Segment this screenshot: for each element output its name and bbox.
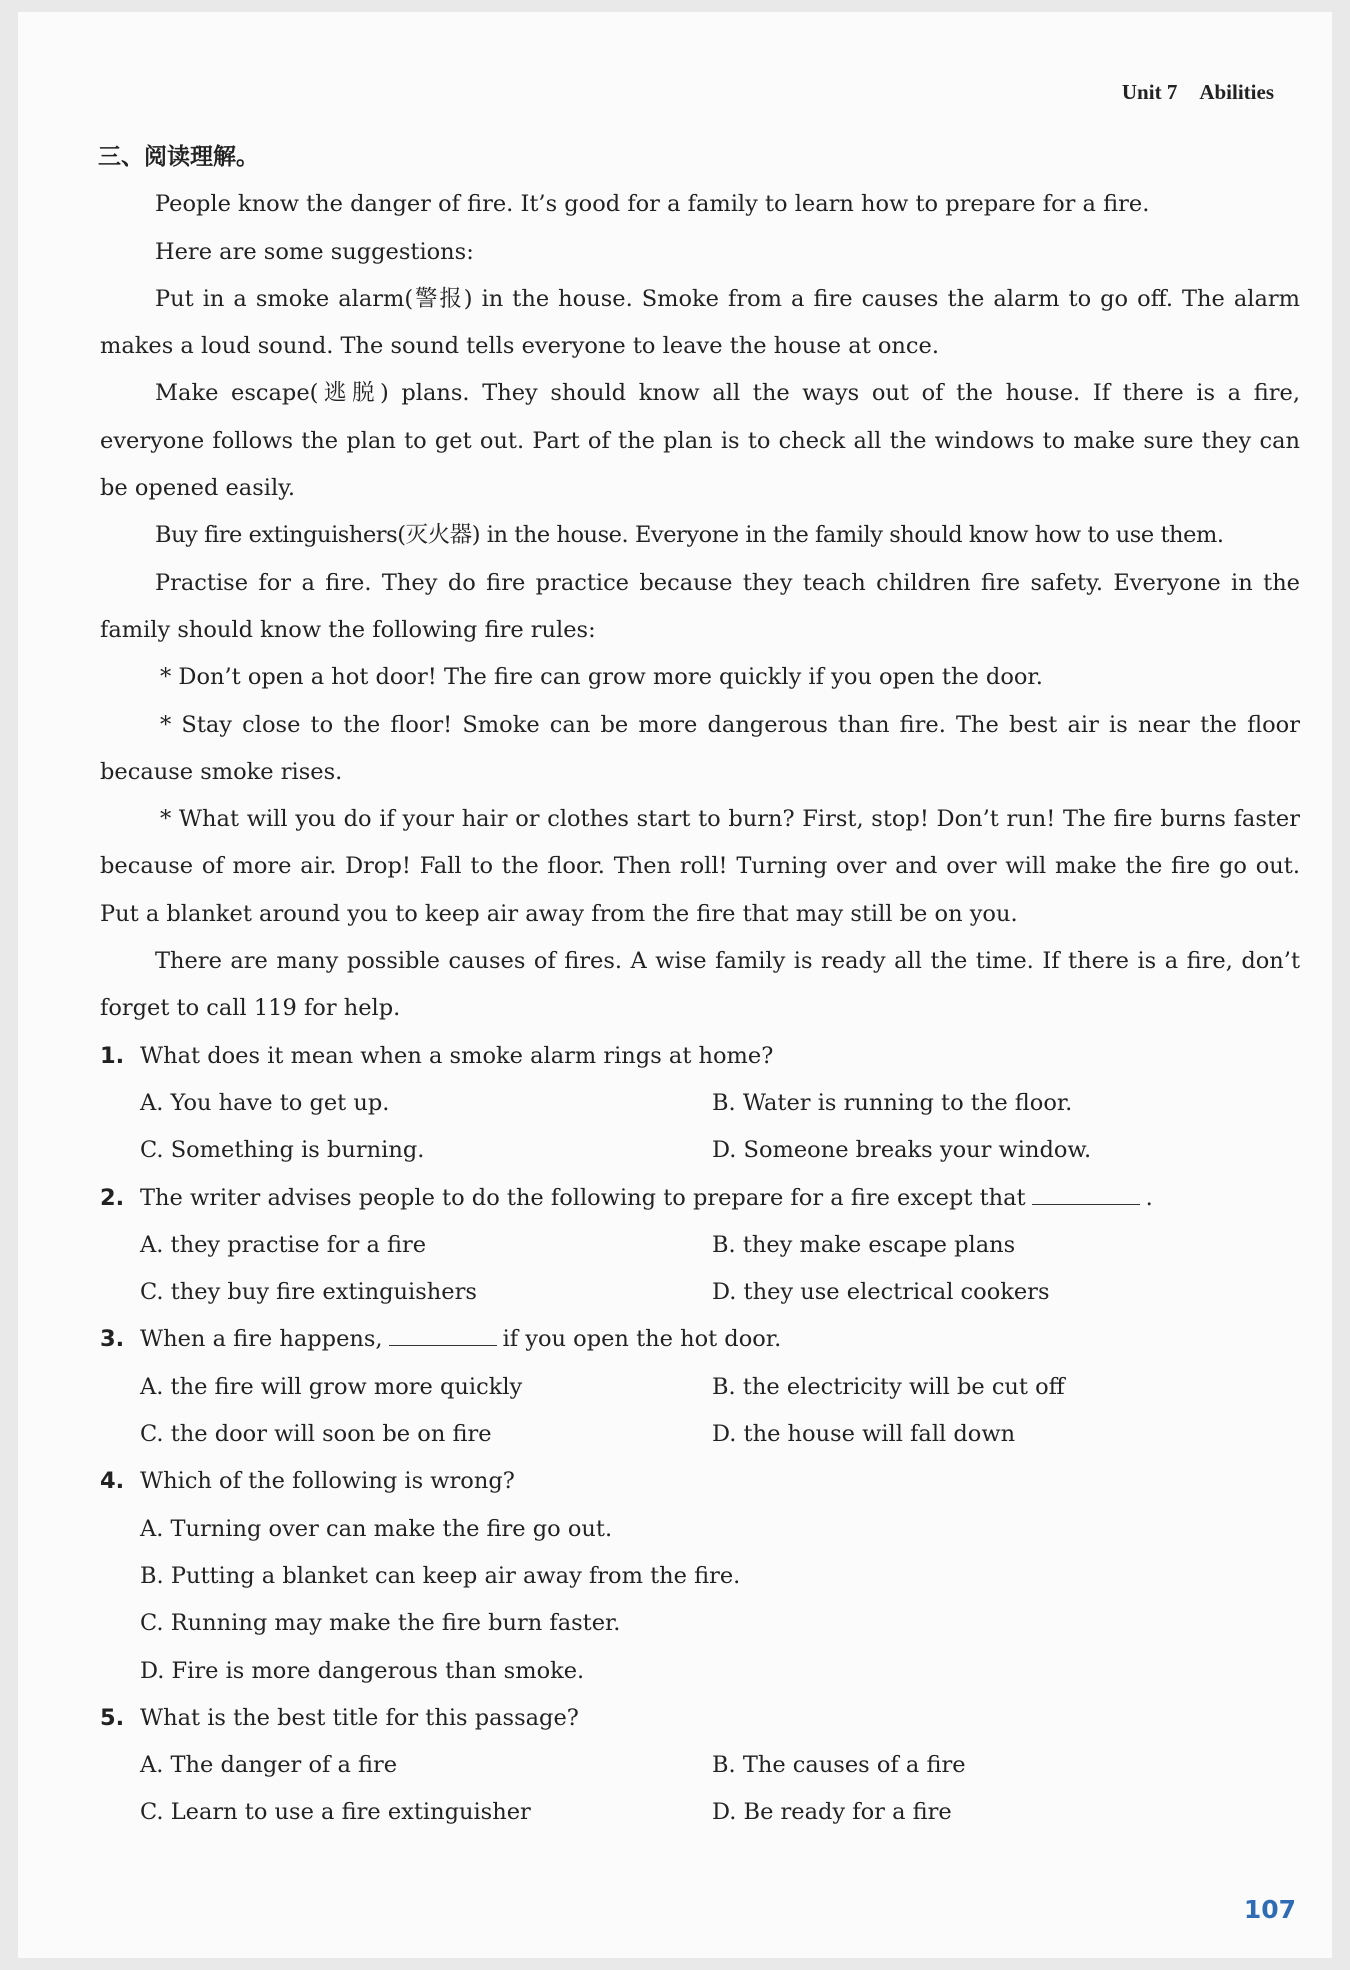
- answer-options: [100, 1506, 1300, 1695]
- option-c[interactable]: C. the door will soon be on fire: [140, 1421, 492, 1448]
- option-d[interactable]: D. they use electrical cookers: [712, 1279, 1050, 1306]
- question-number: 4.: [100, 1468, 125, 1495]
- passage-paragraph: Put in a smoke alarm(警报) in the house. Smoke from a fire causes the alarm to go off. The alarm makes a loud sound. The sound tells everyone to leave the house at once.: [100, 285, 1300, 360]
- question-stem: [100, 1695, 1300, 1742]
- option-d[interactable]: D. Someone breaks your window.: [712, 1137, 1092, 1164]
- option-b[interactable]: B. Putting a blanket can keep air away from the fire.: [140, 1562, 741, 1589]
- option-c[interactable]: C. Something is burning.: [140, 1137, 425, 1164]
- answer-blank[interactable]: [1032, 1180, 1140, 1205]
- question-text: The writer advises people to do the following to prepare for a fire except that: [140, 1184, 1026, 1211]
- option-a[interactable]: A. The danger of a fire: [140, 1752, 398, 1779]
- answer-options: [100, 1222, 1300, 1317]
- question-stem: [100, 1175, 1300, 1222]
- option-d[interactable]: D. the house will fall down: [712, 1421, 1016, 1448]
- question-number: 1.: [100, 1042, 125, 1069]
- unit-label: Unit 7: [1121, 80, 1178, 104]
- unit-title: Abilities: [1199, 80, 1274, 104]
- option-a[interactable]: A. You have to get up.: [140, 1089, 390, 1116]
- question-number: 5.: [100, 1704, 125, 1731]
- answer-options: [100, 1364, 1300, 1459]
- option-b[interactable]: B. they make escape plans: [712, 1231, 1016, 1258]
- question-text-end: if you open the hot door.: [502, 1326, 782, 1353]
- passage-paragraph: Make escape(逃脱) plans. They should know all the ways out of the house. If there is a fire, everyone follows the plan to get out. Part of the plan is to check all the windows to make sure they can be opened easily.: [100, 380, 1300, 502]
- page-number: 107: [1243, 1895, 1296, 1924]
- question-number: 2.: [100, 1184, 125, 1211]
- option-b[interactable]: B. The causes of a fire: [712, 1752, 966, 1779]
- option-a[interactable]: A. they practise for a fire: [140, 1231, 427, 1258]
- question-text-end: .: [1145, 1184, 1153, 1211]
- textbook-page: [18, 12, 1332, 1958]
- fire-rule: * Stay close to the floor! Smoke can be more dangerous than fire. The best air is near the floor because smoke rises.: [100, 711, 1300, 785]
- answer-options: [100, 1742, 1300, 1837]
- option-d[interactable]: D. Fire is more dangerous than smoke.: [140, 1657, 585, 1684]
- passage-paragraph: There are many possible causes of fires. A wise family is ready all the time. If there is a fire, don’t forget to call 119 for help.: [100, 948, 1300, 1022]
- answer-options: [100, 1080, 1300, 1175]
- question-1: [100, 1033, 1300, 1175]
- option-b[interactable]: B. Water is running to the floor.: [712, 1089, 1073, 1116]
- passage-paragraph: Practise for a fire. They do fire practice because they teach children fire safety. Everyone in the family should know the following fire rules:: [100, 569, 1300, 643]
- question-number: 3.: [100, 1326, 125, 1353]
- option-c[interactable]: C. Running may make the fire burn faster.: [140, 1610, 621, 1637]
- question-text: What does it mean when a smoke alarm rings at home?: [140, 1042, 774, 1069]
- fire-rule: * What will you do if your hair or clothes start to burn? First, stop! Don’t run! The fire burns faster because of more air. Drop! Fall to the floor. Then roll! Turning over and over will make the fire go out. Put a blanket around you to keep air away from the fire that may still be on you.: [100, 806, 1300, 927]
- passage-paragraph: Here are some suggestions:: [155, 238, 474, 265]
- question-2: [100, 1175, 1300, 1317]
- option-d[interactable]: D. Be ready for a fire: [712, 1799, 952, 1826]
- question-3: [100, 1316, 1300, 1458]
- reading-section: [100, 134, 1300, 1837]
- question-4: [100, 1458, 1300, 1694]
- question-text: Which of the following is wrong?: [140, 1468, 515, 1495]
- passage-paragraph: People know the danger of fire. It’s good for a family to learn how to prepare for a fire.: [155, 191, 1150, 218]
- option-a[interactable]: A. Turning over can make the fire go out.: [140, 1515, 613, 1542]
- answer-blank[interactable]: [389, 1321, 497, 1346]
- passage-paragraph: Buy fire extinguishers(灭火器) in the house. Everyone in the family should know how to use them.: [155, 522, 1224, 549]
- option-c[interactable]: C. they buy fire extinguishers: [140, 1279, 477, 1306]
- option-a[interactable]: A. the fire will grow more quickly: [140, 1373, 523, 1400]
- option-c[interactable]: C. Learn to use a fire extinguisher: [140, 1799, 531, 1826]
- question-text: What is the best title for this passage?: [140, 1704, 579, 1731]
- passage: [100, 181, 1300, 1032]
- question-stem: [100, 1316, 1300, 1363]
- running-header: [1122, 80, 1274, 105]
- question-text: When a fire happens,: [140, 1326, 383, 1353]
- question-stem: [100, 1458, 1300, 1505]
- option-b[interactable]: B. the electricity will be cut off: [712, 1373, 1065, 1400]
- section-title: 三、阅读理解。: [98, 144, 259, 170]
- fire-rule: * Don’t open a hot door! The fire can grow more quickly if you open the door.: [160, 664, 1043, 691]
- question-stem: [100, 1033, 1300, 1080]
- question-5: [100, 1695, 1300, 1837]
